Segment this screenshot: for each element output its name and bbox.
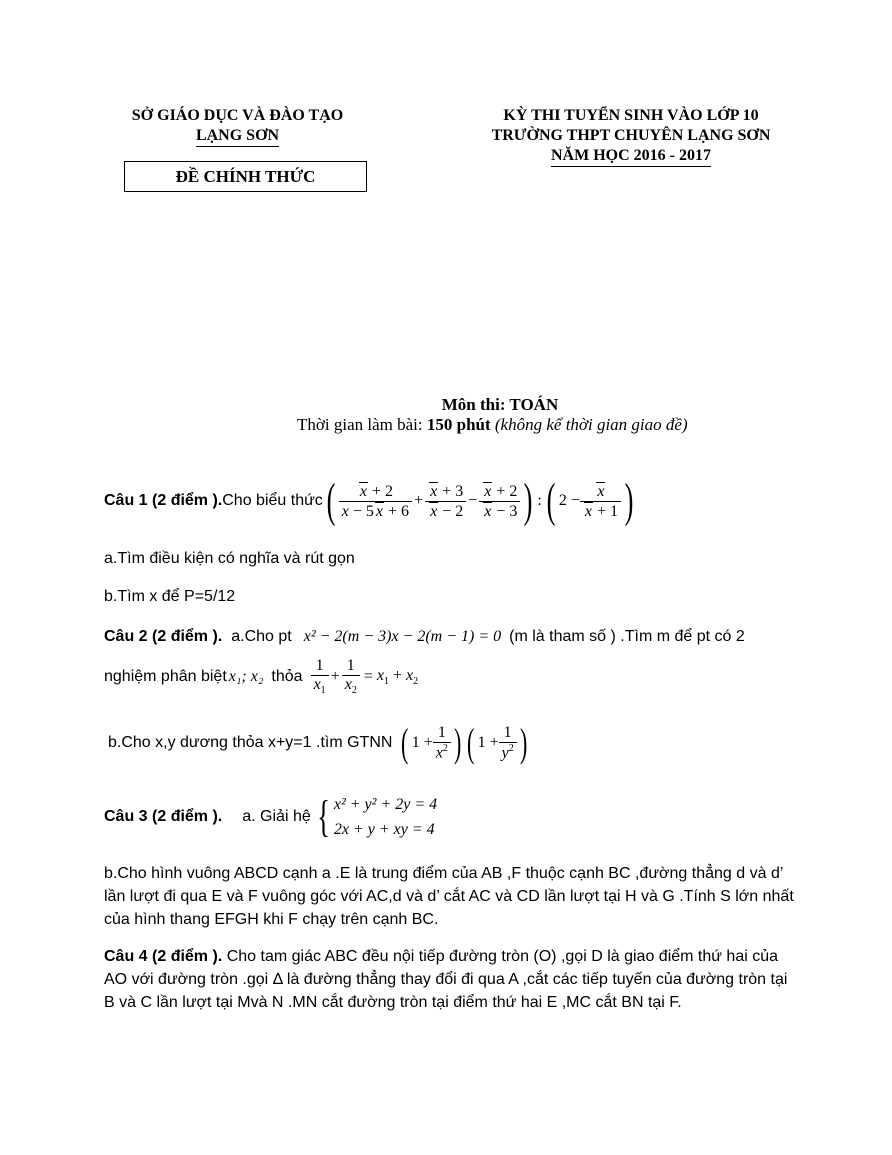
- time-note: (không kể thời gian giao đề): [494, 415, 688, 434]
- question-1-label: Câu 1 (2 điểm ).: [104, 492, 223, 509]
- system-equation-1: x² + y² + 2y = 4: [333, 796, 438, 813]
- question-4-label: Câu 4 (2 điểm ).: [104, 948, 223, 965]
- time-prefix: Thời gian làm bài:: [297, 415, 427, 434]
- question-3-intro: a. Giải hệ: [242, 808, 311, 825]
- question-2-line-2: [104, 655, 418, 699]
- department-name: SỞ GIÁO DỤC VÀ ĐÀO TẠO: [131, 107, 344, 124]
- system-brace: {: [316, 792, 330, 841]
- equation-system: [334, 792, 437, 842]
- question-3-line: [104, 790, 437, 844]
- question-2-line-1: [104, 628, 745, 646]
- question-2-roots-prefix: nghiệm phân biệt: [104, 668, 227, 685]
- time-line: [297, 415, 688, 435]
- question-1-part-a: a.Tìm điều kiện có nghĩa và rút gọn: [104, 550, 355, 567]
- province-name: LẠNG SƠN: [196, 127, 279, 147]
- official-exam-label: ĐỀ CHÍNH THỨC: [175, 167, 316, 186]
- question-2-part-b-text: b.Cho x,y dương thỏa x+y=1 .tìm GTNN: [108, 734, 393, 751]
- question-4-text: Cho tam giác ABC đều nội tiếp đường tròn (O) ,gọi D là giao điểm thứ hai của AO với đường tròn .gọi Δ là đường thẳng thay đổi đi qua A ,cắt các tiếp tuyến của đường tròn tại B và C lần lượt tại Mvà N .MN cắt đường tròn tại điểm thứ hai E ,MC cắt BN tại F.: [104, 948, 788, 1011]
- question-2-after-equation: (m là tham số ) .Tìm m để pt có 2: [509, 628, 745, 645]
- time-value: 150 phút: [426, 415, 491, 434]
- question-2-condition: $\frac{1}{x_1}$ + $\frac{1}{x_2}$ = $x_1 + x_2$: [311, 657, 419, 696]
- question-1-expression: ( $\frac{x + 2}{x - 5 x + 6}$ + $\frac{x + 3}{x - 2}$ − $\frac{x + 2}{x - 3}$ ) : ( 2 − $\frac{x}{x + 1}$ ): [326, 474, 634, 527]
- question-2-intro: a.Cho pt: [231, 628, 292, 645]
- exam-title: KỲ THI TUYỂN SINH VÀO LỚP 10: [503, 107, 759, 124]
- question-3-part-b: b.Cho hình vuông ABCD cạnh a .E là trung điểm của AB ,F thuộc cạnh BC ,đường thẳng d và d’ lần lượt đi qua E và F vuông góc với AC,d và d’ cắt AC và CD lần lượt tại H và G .Tính S lớn nhất của hình thang EFGH khi F chạy trên cạnh BC.: [104, 865, 794, 928]
- province-name-wrap: [100, 127, 375, 147]
- question-2-roots: x₁; x₂: [228, 668, 264, 685]
- question-1-intro: Cho biểu thức: [222, 492, 323, 509]
- school-year-wrap: [470, 147, 792, 167]
- question-2-equation: x² − 2(m − 3)x − 2(m − 1) = 0: [303, 628, 502, 645]
- system-equation-2: 2x + y + xy = 4: [333, 821, 435, 838]
- subject-line: Môn thi: TOÁN: [441, 395, 559, 414]
- question-2-part-b-expression: ( 1 + $\frac{1}{x^2}$ ) ( 1 + $\frac{1}{y^2}$ ): [401, 720, 528, 765]
- question-3-label: Câu 3 (2 điểm ).: [104, 808, 223, 825]
- question-2-label: Câu 2 (2 điểm ).: [104, 628, 223, 645]
- question-4: [104, 945, 794, 1014]
- question-2-thoa: thỏa: [271, 668, 303, 685]
- question-2-part-b: [108, 718, 530, 768]
- question-1-part-b: b.Tìm x để P=5/12: [104, 588, 236, 605]
- question-1-line: [104, 470, 637, 532]
- school-year: NĂM HỌC 2016 - 2017: [551, 147, 711, 167]
- school-name: TRƯỜNG THPT CHUYÊN LẠNG SƠN: [491, 127, 771, 144]
- official-exam-box: [124, 161, 367, 192]
